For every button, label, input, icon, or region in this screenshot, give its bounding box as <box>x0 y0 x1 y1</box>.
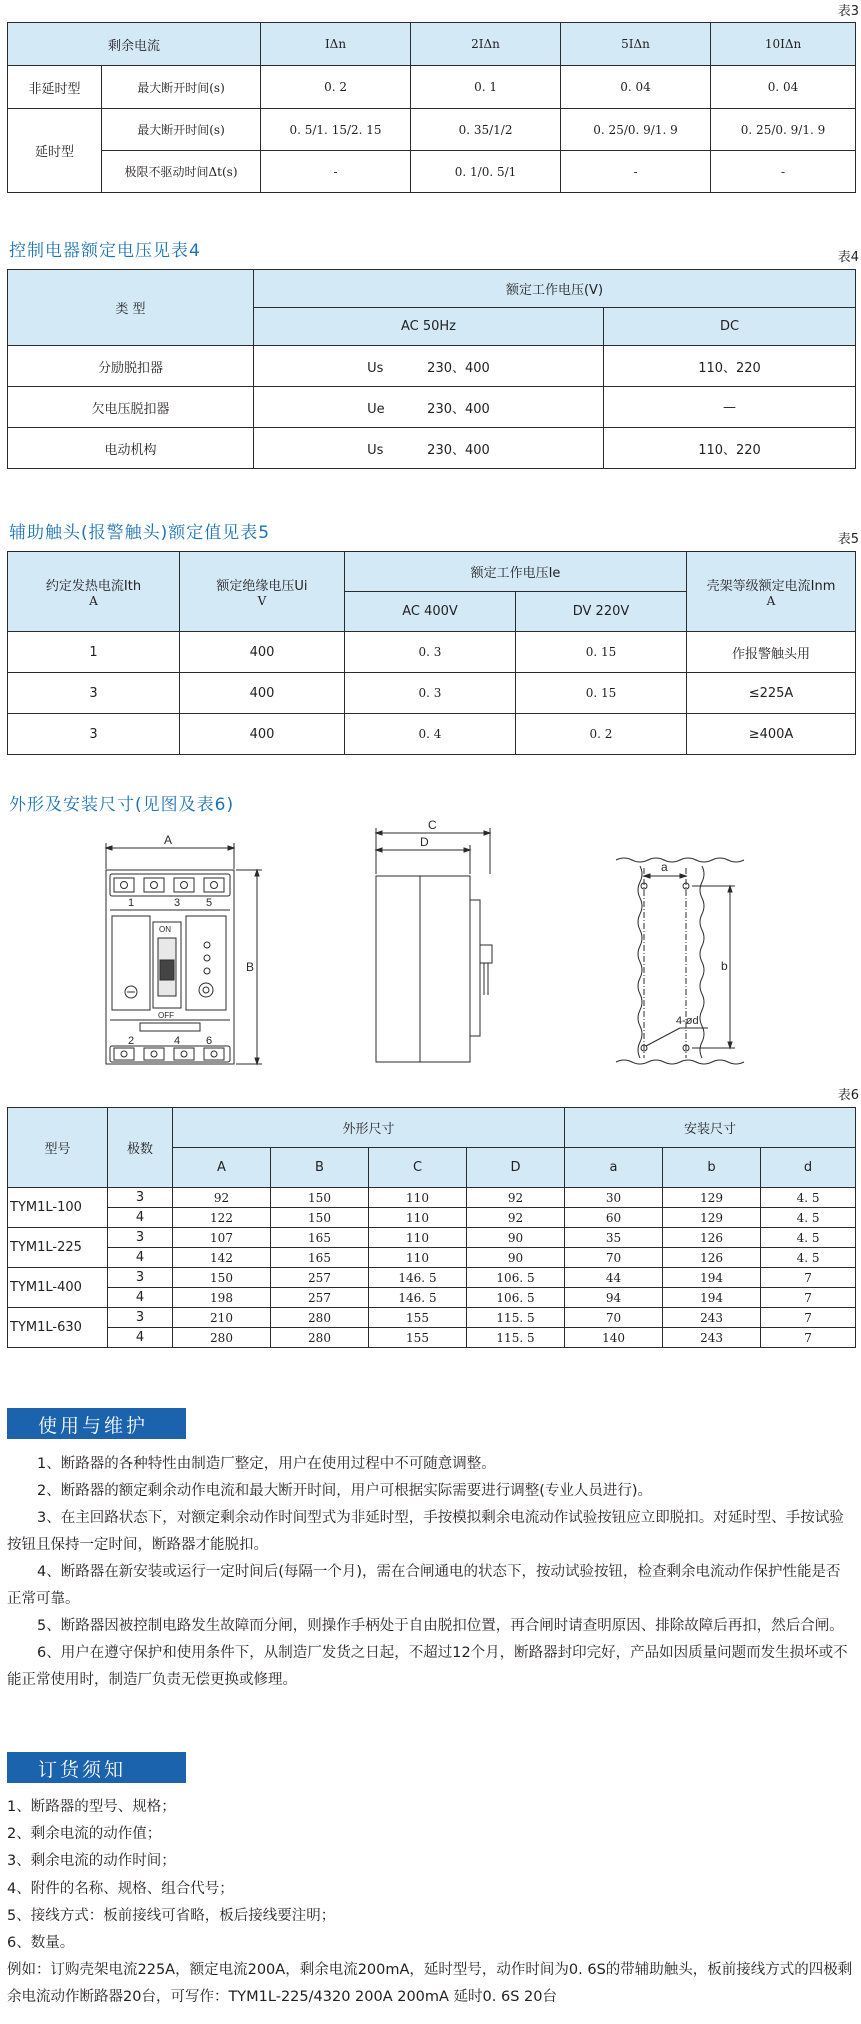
header-1x: IΔn <box>261 23 411 66</box>
dimension-cell: 110 <box>369 1248 467 1268</box>
poles-cell: 3 <box>108 1228 173 1248</box>
dim-d-label: D <box>420 835 429 849</box>
cell: 0. 35/1/2 <box>411 109 561 151</box>
table3-label: 表3 <box>837 4 859 19</box>
cell: 400 <box>180 632 345 673</box>
dimension-cell: 110 <box>369 1228 467 1248</box>
dc-cell: 110、220 <box>604 428 856 469</box>
cell: 0. 3 <box>345 673 516 714</box>
terminal-label-top: 1 <box>128 897 135 909</box>
dimension-cell: 198 <box>173 1288 271 1308</box>
table-row <box>8 346 856 387</box>
table4 <box>7 269 856 469</box>
on-label: ON <box>159 925 171 934</box>
dimension-cell: 146. 5 <box>369 1288 467 1308</box>
section6-title: 外形及安装尺寸(见图及表6) <box>9 795 235 815</box>
order-item: 4、附件的名称、规格、组合代号； <box>7 1880 234 1897</box>
poles-cell: 3 <box>108 1308 173 1328</box>
table-row <box>8 1288 856 1308</box>
table-row <box>8 714 856 755</box>
item-label: 极限不驱动时间Δt(s) <box>102 151 261 193</box>
table-row <box>8 1268 856 1288</box>
dc-header: DC <box>604 308 856 346</box>
table3 <box>7 22 856 193</box>
dimension-cell: 243 <box>663 1308 761 1328</box>
dim-a-label: A <box>164 833 173 847</box>
cell: 0. 15 <box>516 632 687 673</box>
dimension-cell: 4. 5 <box>761 1228 856 1248</box>
group-label: 非延时型 <box>8 66 102 109</box>
header-2x: 2IΔn <box>411 23 561 66</box>
order-item: 5、接线方式：板前接线可省略，板后接线要注明； <box>7 1907 336 1924</box>
table-row <box>8 1208 856 1228</box>
order-banner <box>7 1752 186 1783</box>
outline-header: 外形尺寸 <box>173 1108 565 1148</box>
table-row <box>8 428 856 469</box>
col-b-small-header: b <box>663 1148 761 1188</box>
row-name: 欠电压脱扣器 <box>8 387 254 428</box>
poles-cell: 4 <box>108 1208 173 1228</box>
poles-cell: 3 <box>108 1188 173 1208</box>
model-cell: TYM1L-225 <box>8 1228 108 1268</box>
header-10x: 10IΔn <box>711 23 856 66</box>
table-row <box>8 151 856 193</box>
order-title: 订货须知 <box>38 1759 127 1781</box>
cell: 作报警触头用 <box>687 632 856 673</box>
dimension-cell: 92 <box>173 1188 271 1208</box>
table-row <box>8 1188 856 1208</box>
terminal-label-bottom: 6 <box>206 1035 213 1047</box>
cell: - <box>261 151 411 193</box>
cell: 0. 04 <box>561 66 711 109</box>
poles-cell: 4 <box>108 1288 173 1308</box>
item-label: 最大断开时间(s) <box>102 66 261 109</box>
usage-text <box>7 1451 855 1694</box>
table-row <box>8 1308 856 1328</box>
cell: ≥400A <box>687 714 856 755</box>
dimension-cell: 126 <box>663 1248 761 1268</box>
cell: 0. 25/0. 9/1. 9 <box>561 109 711 151</box>
ith-header <box>8 552 180 632</box>
inm-unit: A <box>766 594 776 608</box>
cell: 400 <box>180 673 345 714</box>
dimension-cell: 146. 5 <box>369 1268 467 1288</box>
table-row <box>8 66 856 109</box>
dimension-cell: 155 <box>369 1308 467 1328</box>
dimension-cell: 115. 5 <box>467 1328 565 1348</box>
table-row <box>8 1228 856 1248</box>
model-cell: TYM1L-400 <box>8 1268 108 1308</box>
cell: 0. 15 <box>516 673 687 714</box>
dimension-cell: 4. 5 <box>761 1188 856 1208</box>
dimension-cell: 107 <box>173 1228 271 1248</box>
hole-label: 4-ød <box>676 1015 699 1027</box>
dimension-cell: 280 <box>271 1328 369 1348</box>
symbol: Ue <box>367 401 385 417</box>
table-row <box>8 1248 856 1268</box>
dimension-cell: 30 <box>565 1188 663 1208</box>
usage-paragraph: 2、断路器的额定剩余动作电流和最大断开时间，用户可根据实际需要进行调整(专业人员进行)。 <box>37 1483 653 1499</box>
dimension-cell: 70 <box>565 1248 663 1268</box>
dimension-cell: 60 <box>565 1208 663 1228</box>
dimension-cell: 4. 5 <box>761 1248 856 1268</box>
dimension-cell: 140 <box>565 1328 663 1348</box>
cell: 0. 2 <box>516 714 687 755</box>
model-cell: TYM1L-630 <box>8 1308 108 1348</box>
dimension-cell: 165 <box>271 1228 369 1248</box>
front-view <box>106 833 262 1064</box>
dim-b-small-label: b <box>721 959 728 973</box>
cell: ≤225A <box>687 673 856 714</box>
terminal-label-bottom: 2 <box>128 1035 135 1047</box>
cell: 0. 1 <box>411 66 561 109</box>
cell: 0. 25/0. 9/1. 9 <box>711 109 856 151</box>
usage-paragraph: 6、用户在遵守保护和使用条件下，从制造厂发货之日起，不超过12个月，断路器封印完好，产品如因质量问题而发生损坏或不能正常使用时，制造厂负责无偿更换或修理。 <box>7 1645 848 1688</box>
terminal-label-bottom: 4 <box>174 1035 181 1047</box>
ac-header: AC 50Hz <box>254 308 604 346</box>
row-name: 电动机构 <box>8 428 254 469</box>
symbol: Us <box>367 442 384 458</box>
mounting-view <box>616 858 744 1064</box>
order-item: 6、数量。 <box>7 1935 75 1952</box>
dimension-cell: 280 <box>271 1308 369 1328</box>
dimension-cell: 257 <box>271 1268 369 1288</box>
symbol: Us <box>367 360 384 376</box>
cell: 3 <box>8 714 180 755</box>
dimension-cell: 110 <box>369 1188 467 1208</box>
dimension-cell: 110 <box>369 1208 467 1228</box>
dimension-cell: 129 <box>663 1188 761 1208</box>
ith-unit: A <box>89 594 98 608</box>
cell: 0. 04 <box>711 66 856 109</box>
order-item: 2、剩余电流的动作值； <box>7 1826 162 1843</box>
side-view <box>376 818 492 1062</box>
order-list <box>7 1794 855 2012</box>
table-row <box>8 109 856 151</box>
col-b-header: B <box>271 1148 369 1188</box>
table6-label: 表6 <box>837 1088 859 1103</box>
cell: 400 <box>180 714 345 755</box>
ui-header <box>180 552 345 632</box>
dimension-cell: 150 <box>271 1188 369 1208</box>
dv220-header: DV 220V <box>516 592 687 632</box>
voltage-header: 额定工作电压(V) <box>254 270 856 308</box>
usage-paragraph: 4、断路器在新安装或运行一定时间后(每隔一个月)，需在合闸通电的状态下，按动试验按钮，检查剩余电流动作保护性能是否正常可靠。 <box>7 1564 841 1607</box>
poles-cell: 3 <box>108 1268 173 1288</box>
terminal-label-top: 3 <box>174 897 181 909</box>
dimension-cell: 94 <box>565 1288 663 1308</box>
dc-cell: — <box>604 387 856 428</box>
cell: 0. 2 <box>261 66 411 109</box>
usage-paragraph: 5、断路器因被控制电路发生故障而分闸，则操作手柄处于自由脱扣位置，再合闸时请查明原因、排除故障后再扣，然后合闸。 <box>37 1618 844 1634</box>
order-item: 3、剩余电流的动作时间； <box>7 1853 176 1870</box>
inm-header <box>687 552 856 632</box>
usage-paragraph: 3、在主回路状态下，对额定剩余动作时间型式为非延时型，手按模拟剩余电流动作试验按钮应立即脱扣。对延时型、手按试验按钮且保持一定时间，断路器才能脱扣。 <box>7 1510 844 1553</box>
section4-title: 控制电器额定电压见表4 <box>9 241 201 261</box>
cell: 0. 4 <box>345 714 516 755</box>
order-example: 例如：订购壳架电流225A，额定电流200A，剩余电流200mA，延时型号，动作时间为0. 6S的带辅助触头，板前接线方式的四极剩余电流动作断路器20台，可写作：TYM1L-225/4320 200A 200mA 延时0. 6S 20台 <box>7 1962 853 2006</box>
ui-label: 额定绝缘电压Ui <box>216 579 308 594</box>
dim-a-small-label: a <box>661 860 668 874</box>
dimension-cell: 7 <box>761 1308 856 1328</box>
table6 <box>7 1107 856 1348</box>
dimension-cell: 257 <box>271 1288 369 1308</box>
table6-body <box>8 1188 856 1348</box>
item-label: 最大断开时间(s) <box>102 109 261 151</box>
dimension-cell: 122 <box>173 1208 271 1228</box>
dimension-cell: 280 <box>173 1328 271 1348</box>
table-row <box>8 673 856 714</box>
outline-drawings <box>0 800 861 1070</box>
header-residual-current: 剩余电流 <box>8 23 261 66</box>
group-label: 延时型 <box>8 109 102 193</box>
table4-label: 表4 <box>837 250 859 265</box>
poles-header: 极数 <box>108 1108 173 1188</box>
table-row <box>8 632 856 673</box>
ac-cell <box>254 346 604 387</box>
dimension-cell: 92 <box>467 1208 565 1228</box>
usage-paragraph: 1、断路器的各种特性由制造厂整定，用户在使用过程中不可随意调整。 <box>37 1456 496 1472</box>
inm-label: 壳架等级额定电流Inm <box>706 579 836 594</box>
off-label: OFF <box>158 1011 174 1020</box>
table-row <box>8 1328 856 1348</box>
usage-banner <box>7 1408 186 1439</box>
dimension-cell: 90 <box>467 1228 565 1248</box>
terminal-label-top: 5 <box>206 897 213 909</box>
dimension-cell: 165 <box>271 1248 369 1268</box>
row-name: 分励脱扣器 <box>8 346 254 387</box>
col-d-header: D <box>467 1148 565 1188</box>
dimension-cell: 106. 5 <box>467 1268 565 1288</box>
ac-cell <box>254 428 604 469</box>
col-c-header: C <box>369 1148 467 1188</box>
poles-cell: 4 <box>108 1328 173 1348</box>
table-row <box>8 387 856 428</box>
dimension-cell: 126 <box>663 1228 761 1248</box>
cell: 3 <box>8 673 180 714</box>
dimension-cell: 243 <box>663 1328 761 1348</box>
col-d-small-header: d <box>761 1148 856 1188</box>
dimension-cell: 129 <box>663 1208 761 1228</box>
dimension-cell: 7 <box>761 1288 856 1308</box>
cell: 0. 3 <box>345 632 516 673</box>
col-a-header: A <box>173 1148 271 1188</box>
dimension-cell: 44 <box>565 1268 663 1288</box>
dimension-cell: 194 <box>663 1288 761 1308</box>
dimension-cell: 106. 5 <box>467 1288 565 1308</box>
dimension-cell: 4. 5 <box>761 1208 856 1228</box>
dimension-cell: 150 <box>173 1268 271 1288</box>
cell: 0. 5/1. 15/2. 15 <box>261 109 411 151</box>
dimension-cell: 155 <box>369 1328 467 1348</box>
ac-cell <box>254 387 604 428</box>
ac-value: 230、400 <box>427 401 490 417</box>
ac-value: 230、400 <box>427 442 490 458</box>
model-header: 型号 <box>8 1108 108 1188</box>
dimension-cell: 7 <box>761 1268 856 1288</box>
dimension-cell: 194 <box>663 1268 761 1288</box>
table5 <box>7 551 856 755</box>
usage-title: 使用与维护 <box>38 1415 149 1437</box>
ac-value: 230、400 <box>427 360 490 376</box>
type-header: 类 型 <box>8 270 254 346</box>
ie-header: 额定工作电压Ie <box>345 552 687 592</box>
dimension-cell: 35 <box>565 1228 663 1248</box>
cell: - <box>711 151 856 193</box>
install-header: 安装尺寸 <box>565 1108 856 1148</box>
section5-title: 辅助触头(报警触头)额定值见表5 <box>9 523 271 543</box>
ui-unit: V <box>257 594 267 608</box>
dimension-cell: 92 <box>467 1188 565 1208</box>
dimension-cell: 142 <box>173 1248 271 1268</box>
col-a-small-header: a <box>565 1148 663 1188</box>
dimension-cell: 150 <box>271 1208 369 1228</box>
poles-cell: 4 <box>108 1248 173 1268</box>
model-cell: TYM1L-100 <box>8 1188 108 1228</box>
dim-b-label: B <box>246 960 255 974</box>
order-item: 1、断路器的型号、规格； <box>7 1799 176 1815</box>
ith-label: 约定发热电流Ith <box>45 579 142 594</box>
cell: - <box>561 151 711 193</box>
dc-cell: 110、220 <box>604 346 856 387</box>
dimension-cell: 70 <box>565 1308 663 1328</box>
dimension-cell: 115. 5 <box>467 1308 565 1328</box>
cell: 1 <box>8 632 180 673</box>
table5-label: 表5 <box>837 532 859 547</box>
dimension-cell: 210 <box>173 1308 271 1328</box>
cell: 0. 1/0. 5/1 <box>411 151 561 193</box>
dimension-cell: 90 <box>467 1248 565 1268</box>
ac400-header: AC 400V <box>345 592 516 632</box>
header-5x: 5IΔn <box>561 23 711 66</box>
table3-header <box>8 23 856 66</box>
dim-c-label: C <box>428 818 437 832</box>
dimension-cell: 7 <box>761 1328 856 1348</box>
